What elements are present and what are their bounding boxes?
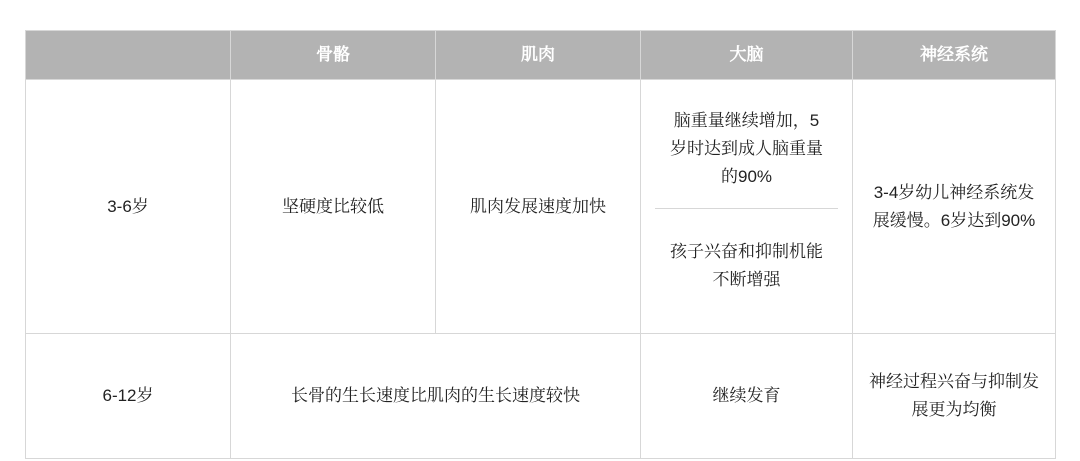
header-cell-nervous: 神经系统 [853, 31, 1056, 80]
cell-brain-3-6 [641, 80, 853, 334]
cell-brain-3-6-part1: 脑重量继续增加，5岁时达到成人脑重量的90% [655, 90, 838, 209]
table-row [26, 80, 1056, 334]
header-row [26, 31, 1056, 80]
cell-bone-3-6: 坚硬度比较低 [231, 80, 436, 334]
table-header [26, 31, 1056, 80]
cell-nervous-6-12: 神经过程兴奋与抑制发展更为均衡 [853, 334, 1056, 459]
cell-age-3-6: 3-6岁 [26, 80, 231, 334]
header-cell-brain: 大脑 [641, 31, 853, 80]
header-cell-muscle: 肌肉 [436, 31, 641, 80]
table-body [26, 80, 1056, 459]
cell-age-6-12: 6-12岁 [26, 334, 231, 459]
table-row [26, 334, 1056, 459]
cell-nervous-3-6: 3-4岁幼儿神经系统发展缓慢。6岁达到90% [853, 80, 1056, 334]
cell-muscle-3-6: 肌肉发展速度加快 [436, 80, 641, 334]
header-cell-age [26, 31, 231, 80]
cell-brain-6-12: 继续发育 [641, 334, 853, 459]
cell-brain-3-6-part2: 孩子兴奋和抑制机能不断增强 [670, 242, 823, 290]
development-stages-table [25, 30, 1056, 459]
cell-bone-muscle-6-12: 长骨的生长速度比肌肉的生长速度较快 [231, 334, 641, 459]
header-cell-bone: 骨骼 [231, 31, 436, 80]
